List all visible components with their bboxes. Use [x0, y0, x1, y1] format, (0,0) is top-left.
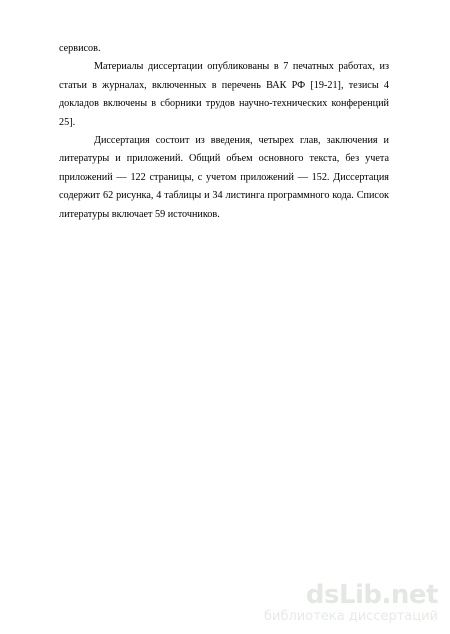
text-line: литературы включает 59 источников. [59, 208, 220, 220]
text-line: Материалы диссертации опубликованы в 7 печатных работах, из [94, 61, 389, 73]
watermark-logo: dsLib.net [305, 580, 438, 610]
body-text [59, 40, 389, 224]
text-line: Диссертация состоит из введения, четырех глав, заключения и [94, 134, 389, 146]
text-line: содержит 62 рисунка, 4 таблицы и 34 листинга программного кода. Список [59, 190, 389, 202]
watermark [248, 582, 438, 624]
watermark-subtitle: библиотека диссертаций [264, 609, 438, 624]
text-line: приложений — 122 страницы, с учетом приложений — 152. Диссертация [59, 171, 389, 183]
text-line: статьи в журналах, включенных в перечень ВАК РФ [19-21], тезисы 4 [59, 79, 389, 91]
text-line: 25]. [59, 116, 76, 128]
text-line: докладов включены в сборники трудов научно-технических конференций [59, 98, 389, 110]
text-line: литературы и приложений. Общий объем основного текста, без учета [59, 153, 389, 165]
text-line: сервисов. [59, 43, 101, 54]
